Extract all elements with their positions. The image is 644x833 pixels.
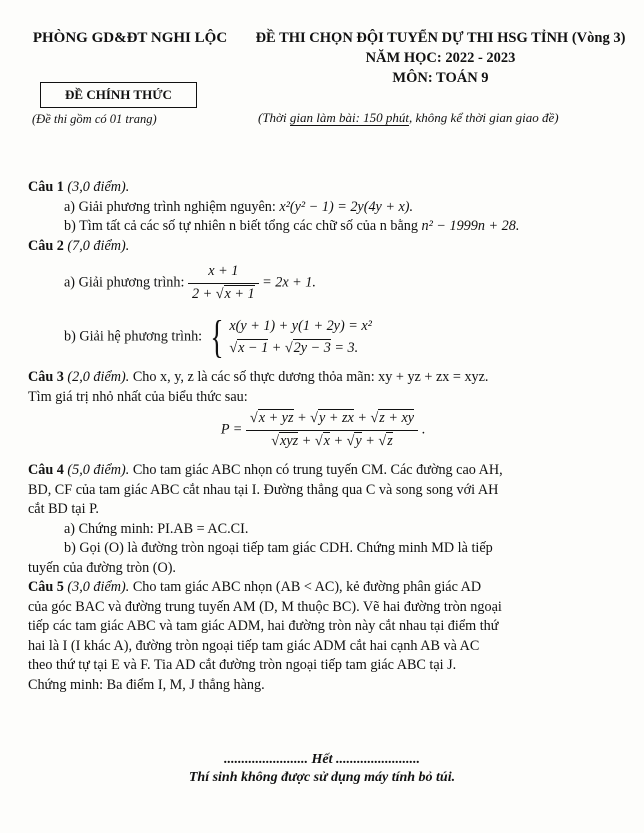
q2-part-b (28, 311, 618, 362)
q1-b-text: b) Tìm tất cả các số tự nhiên n biết tổng các chữ số của n bằng (64, 218, 422, 234)
q3-task: Tìm giá trị nhỏ nhất của biểu thức sau: (28, 388, 248, 405)
q2-b-eq2-end: = 3. (330, 340, 359, 356)
q2-a-fraction (188, 262, 259, 304)
time-note (258, 110, 559, 126)
q2-a-text: a) Giải phương trình: (64, 274, 188, 291)
q1-b-expression: n² − 1999n + 28. (421, 218, 520, 234)
q2-title: Câu 2 (28, 237, 64, 254)
q5-line-2: của góc BAC và đường trung tuyến AM (D, M thuộc BC). Vẽ hai đường tròn ngoại (28, 598, 502, 615)
q5-line-5: theo thứ tự tại E và F. Tia AD cắt đường tròn ngoại tiếp tam giác ABC tại J. (28, 657, 457, 673)
q5-points: (3,0 điểm). (67, 579, 130, 595)
exam-title: ĐỀ THI CHỌN ĐỘI TUYỂN DỰ THI HSG TỈNH (Vòng 3) (255, 30, 626, 46)
q5-heading (28, 578, 618, 598)
q3-num-term-2: y + zx (318, 410, 354, 426)
q3-intro: Cho x, y, z là các số thực dương thỏa mãn: xy + yz + zx = xyz. (129, 369, 489, 385)
q1-heading (28, 178, 618, 198)
q3-num-term-3: z + xy (379, 410, 415, 426)
q2-a-den-sqrt: x + 1 (224, 285, 255, 302)
q5-line-1: Cho tam giác ABC nhọn (AB < AC), kẻ đường phân giác AD (129, 579, 482, 595)
system-brace-icon: { (210, 311, 224, 362)
q2-b-eq2-mid: + (268, 340, 285, 356)
q2-b-eq2-sqrt-1: x − 1 (238, 340, 269, 356)
q2-a-numerator: x + 1 (188, 262, 259, 284)
q1-title: Câu 1 (28, 179, 64, 195)
school-year: NĂM HỌC: 2022 - 2023 (365, 50, 516, 66)
pages-note: (Đề thi gồm có 01 trang) (32, 112, 157, 126)
q3-den-term-3: y (355, 432, 362, 449)
q1-points: (3,0 điểm). (67, 179, 130, 195)
time-note-suffix: , không kể thời gian giao đề) (409, 110, 559, 125)
q3-points: (2,0 điểm). (67, 369, 130, 385)
official-label: ĐỀ CHÍNH THỨC (40, 82, 197, 108)
time-note-underlined: gian làm bài: 150 phút (289, 110, 410, 125)
q2-points: (7,0 điểm). (67, 237, 130, 254)
q5-line-4: hai là I (I khác A), đường tròn ngoại tiếp tam giác ADM cắt hai cạnh AB và AC (28, 637, 480, 654)
q4-heading (28, 461, 618, 481)
calculator-note: Thí sinh không được sử dụng máy tính bỏ túi. (188, 770, 456, 785)
q4-part-b-line-2: tuyến của đường tròn (O). (28, 559, 176, 576)
q4-intro-line-2: BD, CF của tam giác ABC cắt nhau tại I. Đường thẳng qua C và song song với AH (28, 481, 499, 498)
department-name: PHÒNG GD&ĐT NGHI LỘC (32, 30, 228, 46)
q4-title: Câu 4 (28, 462, 64, 478)
q2-a-denominator: 2 + √x + 1 (191, 285, 255, 302)
end-marker: ........................ Hết ........................ (224, 752, 420, 767)
q4-intro-line-3: cắt BD tại P. (28, 501, 99, 517)
q3-den-term-2: x (323, 432, 330, 449)
q2-b-system (206, 311, 372, 362)
q3-p-end: . (421, 421, 426, 438)
q3-denominator: √xyz + √x + √y + √z (271, 432, 393, 449)
q3-expression (28, 409, 618, 451)
subject: MÔN: TOÁN 9 (392, 70, 489, 86)
q2-b-text: b) Giải hệ phương trình: (64, 328, 206, 345)
q1-part-b (28, 217, 618, 237)
q2-heading (28, 237, 618, 257)
q5-line-3: tiếp các tam giác ABC và tam giác ADM, hai đường tròn này cắt nhau tại điểm thứ (28, 618, 499, 634)
q1-a-equation: x²(y² − 1) = 2y(4y + x). (279, 198, 414, 215)
q1-part-a (28, 198, 618, 218)
q2-a-rhs: = 2x + 1. (262, 274, 316, 291)
q4-intro-line-1: Cho tam giác ABC nhọn có trung tuyến CM. Các đường cao AH, (129, 462, 503, 478)
q3-numerator: √x + yz + √y + zx + √z + xy (246, 409, 418, 431)
exam-content (28, 178, 618, 695)
q5-line-6: Chứng minh: Ba điểm I, M, J thẳng hàng. (28, 676, 265, 693)
q3-fraction (246, 409, 418, 451)
q5-title: Câu 5 (28, 579, 64, 595)
exam-header (248, 28, 633, 88)
q4-points: (5,0 điểm). (67, 462, 130, 478)
q3-p-lhs: P = (220, 421, 246, 438)
q2-part-a (28, 262, 618, 304)
q1-a-text: a) Giải phương trình nghiệm nguyên: (64, 198, 280, 215)
q4-part-b-line-1: b) Gọi (O) là đường tròn ngoại tiếp tam giác CDH. Chứng minh MD là tiếp (64, 540, 493, 556)
q3-heading (28, 368, 618, 388)
q3-title: Câu 3 (28, 369, 64, 385)
q3-num-term-1: x + yz (258, 410, 294, 426)
q2-b-eq2-sqrt-2: 2y − 3 (293, 340, 331, 356)
q2-b-equation-2: √x − 1 + √2y − 3 = 3. (229, 340, 359, 356)
q2-b-equation-1: x(y + 1) + y(1 + 2y) = x² (229, 318, 372, 334)
time-note-prefix: (Thời (258, 110, 290, 125)
q3-den-term-1: xyz (280, 432, 299, 449)
q4-part-a: a) Chứng minh: PI.AB = AC.CI. (64, 520, 249, 537)
q2-a-den-prefix: 2 + (191, 285, 216, 302)
q3-den-term-4: z (387, 432, 393, 449)
